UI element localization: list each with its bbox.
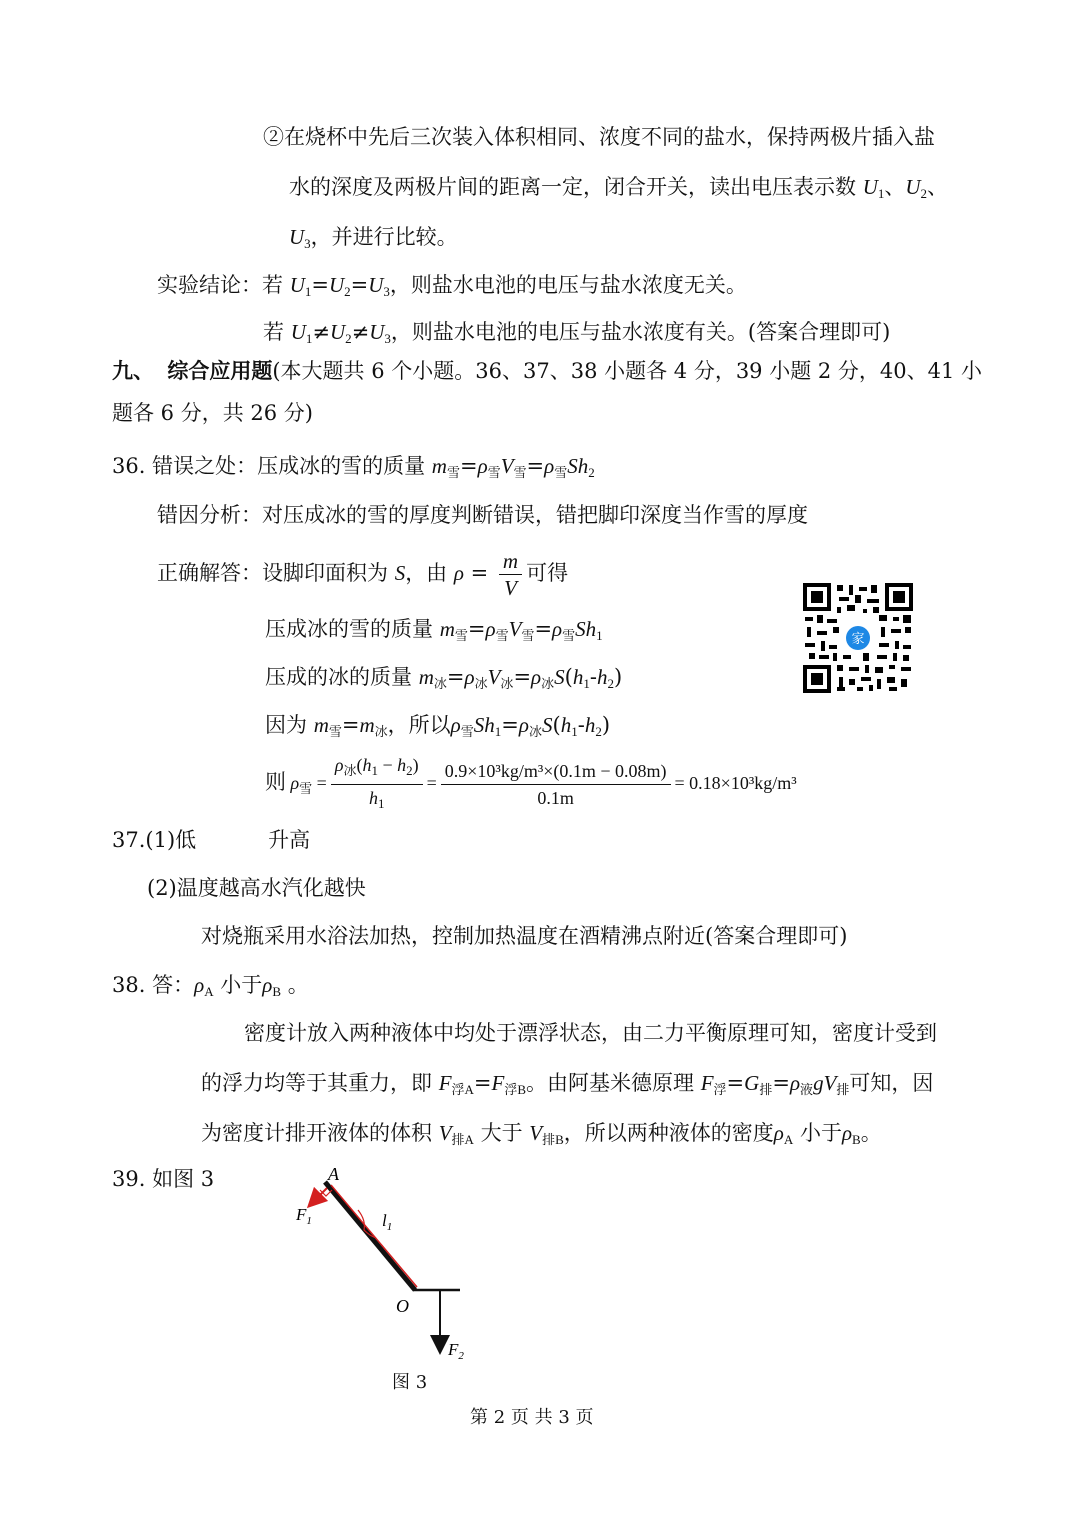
label-f1: $F_1$ xyxy=(296,1205,312,1227)
step2-line1: ②在烧杯中先后三次装入体积相同、浓度不同的盐水，保持两极片插入盐 xyxy=(263,125,935,149)
density-fraction: $\frac{m}{V}$ xyxy=(499,548,522,601)
step2-line2: 水的深度及两极片间的距离一定，闭合开关，读出电压表示数 $U_1$、$U_2$、 xyxy=(289,175,949,201)
q36-solve: 正确解答：设脚印面积为 S，由 ρ = $\frac{m}{V}$ 可得 xyxy=(157,549,569,600)
q38-answer: 38. 答：$\rho_A$ 小于$\rho_B$ 。 xyxy=(112,973,309,999)
q37-p2-note: 对烧瓶采用水浴法加热，控制加热温度在酒精沸点附近(答案合理即可) xyxy=(201,924,848,948)
label-f2: $F_2$ xyxy=(448,1340,464,1362)
q36-because: 因为 $m_雪=m_冰$，所以$\rho_雪Sh_1=\rho_冰S(h_1-h_2)$ xyxy=(265,713,611,739)
q37-p2: (2)温度越高水汽化越快 xyxy=(147,876,366,900)
conclusion-line1: 实验结论：若 $U_1=U_2=U_3$，则盐水电池的电压与盐水浓度无关。 xyxy=(157,273,747,299)
label-l1: $l_1$ xyxy=(382,1211,393,1233)
step2-line3: $U_3$，并进行比较。 xyxy=(289,225,458,251)
q36-ice-mass: 压成的冰的质量 $m_冰=\rho_冰V_冰=\rho_冰S(h_1-h_2)$ xyxy=(265,665,623,691)
section9-desc2: 题各 6 分，共 26 分) xyxy=(112,401,313,425)
q38-exp1: 密度计放入两种液体中均处于漂浮状态，由二力平衡原理可知，密度计受到 xyxy=(244,1021,937,1045)
q36-snow-mass: 压成冰的雪的质量 $m_雪=\rho_雪V_雪=\rho_雪Sh_1$ xyxy=(265,617,603,643)
q36-calculation: 则 $\rho_雪$ = $\frac{\rho_冰(h_1 - h_2)}{h_1}$ = $\frac{\text{0.9×10³kg/m³×(0.1m − 0.08m)}}{0.1m}$ = 0.18×10³kg/m³ xyxy=(265,752,797,812)
page-footer: 第 2 页 共 3 页 xyxy=(470,1407,594,1428)
q37-p1: 37.(1)低 升高 xyxy=(112,828,311,852)
qr-badge-text: 家 xyxy=(851,631,865,646)
q36-cause: 错因分析：对压成冰的雪的厚度判断错误，错把脚印深度当作雪的厚度 xyxy=(157,503,808,527)
q36-error: 36. 错误之处：压成冰的雪的质量 $m_雪=\rho_雪V_雪=\rho_雪Sh_2$ xyxy=(112,454,595,480)
qr-code-image xyxy=(803,583,913,693)
q39-text: 39. 如图 3 xyxy=(112,1167,215,1191)
figure-caption: 图 3 xyxy=(392,1372,428,1393)
lever-diagram xyxy=(280,1160,500,1370)
label-o: O xyxy=(396,1296,409,1316)
label-a: A xyxy=(328,1164,339,1184)
lever-arm-l1 xyxy=(331,1185,417,1287)
q38-exp3: 为密度计排开液体的体积 $V_{排A}$ 大于 $V_{排B}$，所以两种液体的密度$\rho_A$ 小于$\rho_B$。 xyxy=(201,1121,882,1147)
lever-rod xyxy=(325,1182,415,1290)
section9-heading: 九、 综合应用题(本大题共 6 个小题。36、37、38 小题各 4 分，39 小题 2 分，40、41 小 xyxy=(112,358,983,383)
q38-exp2: 的浮力均等于其重力，即 $F_{浮A}=F_{浮B}$。由阿基米德原理 $F_浮=G_排=\rho_液gV_排$可知，因 xyxy=(201,1071,934,1097)
conclusion-line2: 若 $U_1\ne U_2\ne U_3$，则盐水电池的电压与盐水浓度有关。(答案合理即可) xyxy=(263,320,891,346)
